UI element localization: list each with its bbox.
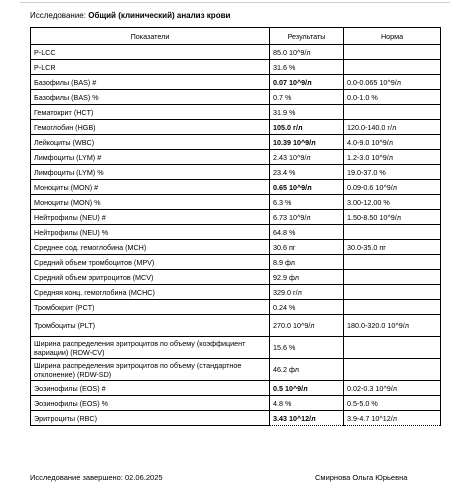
indicator-cell: Среднее сод. гемоглобина (MCH) [31,240,270,255]
result-cell: 329.0 г/л [270,285,344,300]
result-cell: 4.8 % [270,396,344,411]
result-cell: 31.6 % [270,60,344,75]
norm-cell: 180.0-320.0 10^9/л [344,315,441,337]
doctor-name: Смирнова Ольга Юрьевна [315,473,408,482]
results-table [30,27,441,426]
norm-cell [344,337,441,359]
indicator-cell: Нейтрофилы (NEU) % [31,225,270,240]
result-cell: 0.5 10^9/л [270,381,344,396]
norm-cell: 0.0-1.0 % [344,90,441,105]
table-row [31,359,441,381]
norm-cell [344,45,441,60]
indicator-cell: Моноциты (MON) % [31,195,270,210]
result-cell: 92.9 фл [270,270,344,285]
indicator-cell: Средняя конц. гемоглобина (MCHC) [31,285,270,300]
result-cell: 6.73 10^9/л [270,210,344,225]
result-cell: 23.4 % [270,165,344,180]
study-title: Общий (клинический) анализ крови [88,11,231,20]
result-cell: 64.8 % [270,225,344,240]
indicator-cell: Ширина распределения эритроцитов по объему (стандартное отклонение) (RDW-SD) [31,359,270,381]
indicator-cell: Средний объем тромбоцитов (MPV) [31,255,270,270]
table-row [31,411,441,426]
table-row [31,180,441,195]
table-row [31,270,441,285]
indicator-cell: Моноциты (MON) # [31,180,270,195]
table-row [31,396,441,411]
table-row [31,150,441,165]
indicator-cell: Тромбоциты (PLT) [31,315,270,337]
result-cell: 0.65 10^9/л [270,180,344,195]
norm-cell [344,300,441,315]
result-cell: 15.6 % [270,337,344,359]
indicator-cell: Лимфоциты (LYM) # [31,150,270,165]
indicator-cell: Нейтрофилы (NEU) # [31,210,270,225]
table-row [31,300,441,315]
result-cell: 46.2 фл [270,359,344,381]
indicator-cell: P-LCR [31,60,270,75]
table-row [31,195,441,210]
result-cell: 3.43 10^12/л [270,411,344,426]
norm-cell: 30.0-35.0 пг [344,240,441,255]
norm-cell: 4.0-9.0 10^9/л [344,135,441,150]
result-cell: 10.39 10^9/л [270,135,344,150]
norm-cell [344,359,441,381]
norm-cell: 0.0-0.065 10^9/л [344,75,441,90]
indicator-cell: Средний объем эритроцитов (MCV) [31,270,270,285]
norm-cell: 1.2-3.0 10^9/л [344,150,441,165]
result-cell: 0.07 10^9/л [270,75,344,90]
table-row [31,381,441,396]
norm-cell [344,255,441,270]
study-label: Исследование: [30,11,86,20]
indicator-cell: Лимфоциты (LYM) % [31,165,270,180]
norm-cell: 120.0-140.0 г/л [344,120,441,135]
column-header-indicator: Показатели [31,28,270,45]
table-row [31,255,441,270]
table-header-row [31,28,441,45]
indicator-cell: P-LCC [31,45,270,60]
norm-cell: 19.0-37.0 % [344,165,441,180]
top-divider [20,2,450,3]
norm-cell [344,225,441,240]
result-cell: 270.0 10^9/л [270,315,344,337]
norm-cell [344,270,441,285]
table-row [31,45,441,60]
result-cell: 105.0 г/л [270,120,344,135]
indicator-cell: Эритроциты (RBC) [31,411,270,426]
table-row [31,210,441,225]
indicator-cell: Тромбокрит (PCT) [31,300,270,315]
table-row [31,285,441,300]
indicator-cell: Гемоглобин (HGB) [31,120,270,135]
table-row [31,75,441,90]
column-header-norm: Норма [344,28,441,45]
indicator-cell: Базофилы (BAS) # [31,75,270,90]
column-header-result: Результаты [270,28,344,45]
norm-cell: 3.00-12.00 % [344,195,441,210]
result-cell: 2.43 10^9/л [270,150,344,165]
table-row [31,135,441,150]
study-header [30,11,230,20]
norm-cell: 3.9-4.7 10^12/л [344,411,441,426]
norm-cell [344,60,441,75]
result-cell: 0.24 % [270,300,344,315]
table-row [31,105,441,120]
table-row [31,165,441,180]
table-row [31,240,441,255]
norm-cell: 0.5-5.0 % [344,396,441,411]
norm-cell: 0.09-0.6 10^9/л [344,180,441,195]
norm-cell [344,105,441,120]
norm-cell: 1.50-8.50 10^9/л [344,210,441,225]
table-row [31,120,441,135]
result-cell: 30.6 пг [270,240,344,255]
indicator-cell: Эозинофилы (EOS) # [31,381,270,396]
table-row [31,337,441,359]
table-row [31,225,441,240]
result-cell: 31.9 % [270,105,344,120]
result-cell: 6.3 % [270,195,344,210]
indicator-cell: Эозинофилы (EOS) % [31,396,270,411]
result-cell: 8.9 фл [270,255,344,270]
table-row [31,315,441,337]
result-cell: 85.0 10^9/л [270,45,344,60]
norm-cell: 0.02-0.3 10^9/л [344,381,441,396]
indicator-cell: Гематокрит (HCT) [31,105,270,120]
indicator-cell: Ширина распределения эритроцитов по объему (коэффициент вариации) (RDW-CV) [31,337,270,359]
table-row [31,90,441,105]
table-row [31,60,441,75]
result-cell: 0.7 % [270,90,344,105]
norm-cell [344,285,441,300]
indicator-cell: Базофилы (BAS) % [31,90,270,105]
completion-date: Исследование завершено: 02.06.2025 [30,473,163,482]
indicator-cell: Лейкоциты (WBC) [31,135,270,150]
